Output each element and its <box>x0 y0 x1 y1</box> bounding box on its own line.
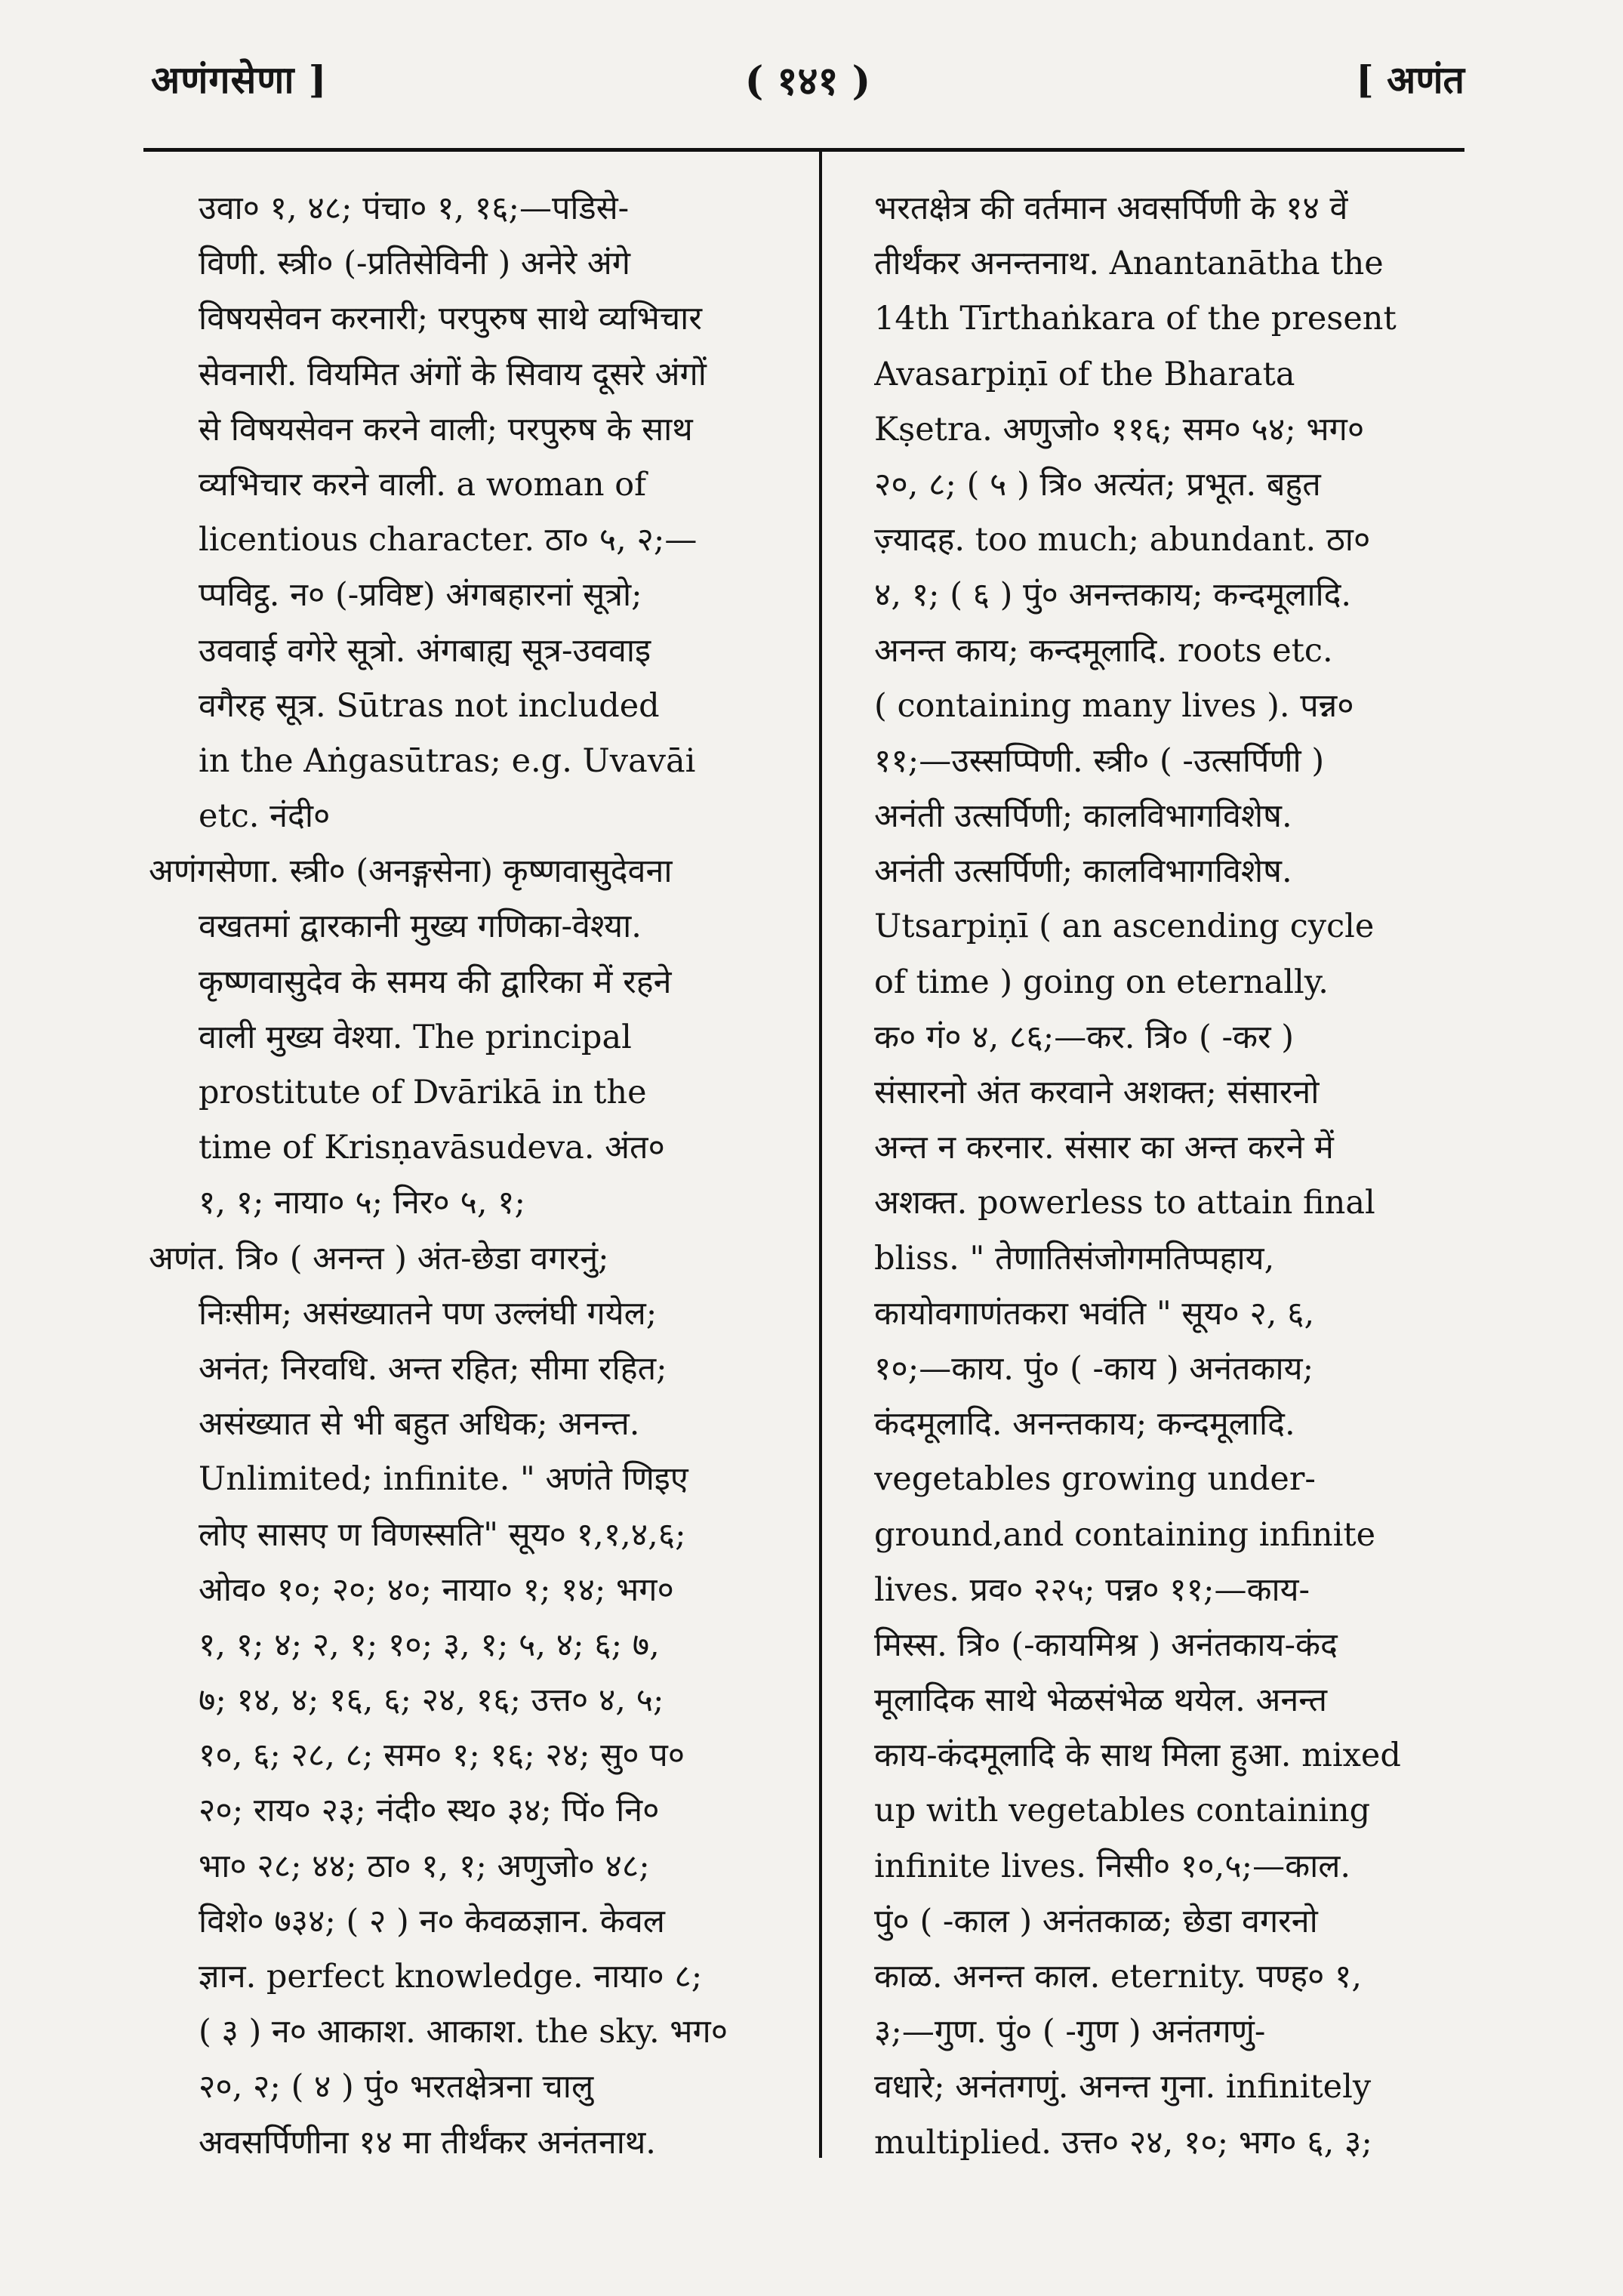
entry-text-line: २०, ८; ( ५ ) त्रि० अत्यंत; प्रभूत. बहुत <box>874 465 1321 504</box>
entry-text-line: व्यभिचार करने वाली. a woman of <box>199 465 647 504</box>
entry-text-line: १०;—काय. पुं० ( -काय ) अनंतकाय; <box>874 1349 1314 1388</box>
entry-text-line: अशक्त. powerless to attain final <box>874 1184 1375 1222</box>
entry-text-line: कायोवगाणंतकरा भवंति " सूय० २, ६, <box>874 1294 1315 1333</box>
entry-text-line: अनंती उत्सर्पिणी; कालविभागविशेष. <box>874 797 1292 836</box>
entry-text-line: कंदमूलादि. अनन्तकाय; कन्दमूलादि. <box>874 1405 1295 1444</box>
entry-text-line: licentious character. ठा० ५, २;— <box>199 521 698 559</box>
entry-text-line: उवा० १, ४८; पंचा० १, १६;—पडिसे- <box>199 190 630 227</box>
entry-text-line: उववाई वगेरे सूत्रो. अंगबाह्य सूत्र-उववाइ <box>199 631 651 670</box>
entry-text-line: क० गं० ४, ८६;—कर. त्रि० ( -कर ) <box>874 1018 1295 1056</box>
entry-text-line: up with vegetables containing <box>874 1792 1371 1830</box>
entry-text-line: ज़्यादह. too much; abundant. ठा० <box>874 521 1371 559</box>
entry-text-line: कृष्णवासुदेव के समय की द्वारिका में रहने <box>199 963 672 1001</box>
entry-text-line: etc. नंदी० <box>199 797 331 836</box>
left-guide-word: अणंगसेणा ] <box>151 57 328 102</box>
entry-text-line: असंख्यात से भी बहुत अधिक; अनन्त. <box>199 1405 640 1444</box>
column-divider <box>819 149 822 2158</box>
entry-text-line: ज्ञान. perfect knowledge. नाया० ८; <box>199 1958 703 1996</box>
entry-text-line: Avasarpiṇī of the Bharata <box>874 355 1295 393</box>
entry-text-line: 14th Tīrthaṅkara of the present <box>874 300 1397 338</box>
entry-text-line: prostitute of Dvārikā in the <box>199 1074 647 1111</box>
entry-text-line: ( containing many lives ). पन्न० <box>874 686 1354 725</box>
entry-text-line: लोए सासए ण विणस्सति" सूय० १,१,४,६; <box>199 1515 686 1554</box>
entry-text-line: time of Krisṇavāsudeva. अंत० <box>199 1129 665 1167</box>
entry-text-line: ७; १४, ४; १६, ६; २४, १६; उत्त० ४, ५; <box>199 1681 664 1720</box>
entry-text-line: lives. प्रव० २२५; पन्न० ११;—काय- <box>874 1570 1310 1609</box>
entry-text-line: तीर्थंकर अनन्तनाथ. Anantanātha the <box>874 245 1384 283</box>
entry-text-line: संसारनो अंत करवाने अशक्त; संसारनो <box>874 1074 1320 1111</box>
entry-text-line: अनंती उत्सर्पिणी; कालविभागविशेष. <box>874 852 1292 891</box>
entry-text-line: ४, १; ( ६ ) पुं० अनन्तकाय; कन्दमूलादि. <box>874 576 1352 615</box>
entry-text-line: विशे० ७३४; ( २ ) न० केवळज्ञान. केवल <box>199 1902 665 1940</box>
entry-text-line: वधारे; अनंतगणुं. अनन्त गुना. infinitely <box>874 2068 1372 2106</box>
page-header <box>151 53 1464 121</box>
entry-text-line: of time ) going on eternally. <box>874 963 1329 1001</box>
entry-text-line: वगैरह सूत्र. Sūtras not included <box>199 686 660 725</box>
entry-text-line: मिस्स. त्रि० (-कायमिश्र ) अनंतकाय-कंद <box>874 1626 1338 1664</box>
entry-text-line: ११;—उस्सप्पिणी. स्त्री० ( -उत्सर्पिणी ) <box>874 741 1325 780</box>
entry-text-line: काय-कंदमूलादि के साथ मिला हुआ. mixed <box>874 1737 1401 1775</box>
entry-text-line: bliss. " तेणातिसंजोगमतिप्पहाय, <box>874 1239 1275 1277</box>
entry-text-line: अनंत; निरवधि. अन्त रहित; सीमा रहित; <box>199 1349 667 1388</box>
header-rule <box>143 148 1464 152</box>
entry-text-line: ३;—गुण. पुं० ( -गुण ) अनंतगणुं- <box>874 2013 1266 2051</box>
entry-text-line: सेवनारी. वियमित अंगों के सिवाय दूसरे अंगों <box>199 355 707 393</box>
entry-text-line: निःसीम; असंख्यातने पण उल्लंघी गयेल; <box>199 1294 658 1333</box>
entry-text-line: से विषयसेवन करने वाली; परपुरुष के साथ <box>199 410 693 448</box>
right-column <box>874 181 1461 2171</box>
entry-headword-line: अणंत. त्रि० ( अनन्त ) अंत-छेडा वगरनुं; <box>149 1239 609 1277</box>
entry-text-line: विणी. स्त्री० (-प्रतिसेविनी ) अनेरे अंगे <box>199 245 630 283</box>
right-guide-word: [ अणंत <box>1356 57 1464 102</box>
entry-text-line: २०; राय० २३; नंदी० स्थ० ३४; पिं० नि० <box>199 1792 660 1830</box>
entry-text-line: भरतक्षेत्र की वर्तमान अवसर्पिणी के १४ वें <box>874 190 1348 227</box>
entry-text-line: ओव० १०; २०; ४०; नाया० १; १४; भग० <box>199 1570 674 1609</box>
entry-text-line: Kṣetra. अणुजो० ११६; सम० ५४; भग० <box>874 410 1365 448</box>
entry-headword-line: अणंगसेणा. स्त्री० (अनङ्गसेना) कृष्णवासुदेवना <box>149 852 673 891</box>
entry-text-line: वखतमां द्वारकानी मुख्य गणिका-वेश्या. <box>199 908 642 946</box>
entry-text-line: पुं० ( -काल ) अनंतकाळ; छेडा वगरनो <box>874 1902 1318 1940</box>
entry-text-line: infinite lives. निसी० १०,५;—काल. <box>874 1847 1351 1885</box>
entry-text-line: प्पविट्ठ. न० (-प्रविष्ट) अंगबहारनां सूत्रो; <box>199 576 642 615</box>
entry-text-line: १, १; ४; २, १; १०; ३, १; ५, ४; ६; ७, <box>199 1626 660 1664</box>
entry-text-line: २०, २; ( ४ ) पुं० भरतक्षेत्रना चालु <box>199 2068 594 2106</box>
entry-text-line: ground,and containing infinite <box>874 1515 1376 1554</box>
entry-text-line: १, १; नाया० ५; निर० ५, १; <box>199 1184 525 1222</box>
entry-text-line: in the Aṅgasūtras; e.g. Uvavāi <box>199 741 696 780</box>
entry-text-line: वाली मुख्य वेश्या. The principal <box>199 1018 632 1056</box>
entry-text-line: काळ. अनन्त काल. eternity. पण्ह० १, <box>874 1958 1363 1996</box>
page-number: ( १४१ ) <box>744 58 871 104</box>
entry-text-line: multiplied. उत्त० २४, १०; भग० ६, ३; <box>874 2123 1372 2162</box>
entry-text-line: १०, ६; २८, ८; सम० १; १६; २४; सु० प० <box>199 1737 685 1775</box>
entry-text-line: भा० २८; ४४; ठा० १, १; अणुजो० ४८; <box>199 1847 650 1885</box>
entry-text-line: vegetables growing under- <box>874 1460 1316 1499</box>
entry-text-line: विषयसेवन करनारी; परपुरुष साथे व्यभिचार <box>199 300 702 338</box>
entry-text-line: Unlimited; infinite. " अणंते णिइए <box>199 1460 688 1499</box>
entry-text-line: मूलादिक साथे भेळसंभेळ थयेल. अनन्त <box>874 1681 1327 1720</box>
entry-text-line: अन्त न करनार. संसार का अन्त करने में <box>874 1129 1334 1167</box>
entry-text-line: अवसर्पिणीना १४ मा तीर्थंकर अनंतनाथ. <box>199 2123 656 2162</box>
entry-text-line: ( ३ ) न० आकाश. आकाश. the sky. भग० <box>199 2013 728 2051</box>
left-column <box>149 181 800 2171</box>
entry-text-line: Utsarpiṇī ( an ascending cycle <box>874 908 1375 946</box>
entry-text-line: अनन्त काय; कन्दमूलादि. roots etc. <box>874 631 1333 670</box>
